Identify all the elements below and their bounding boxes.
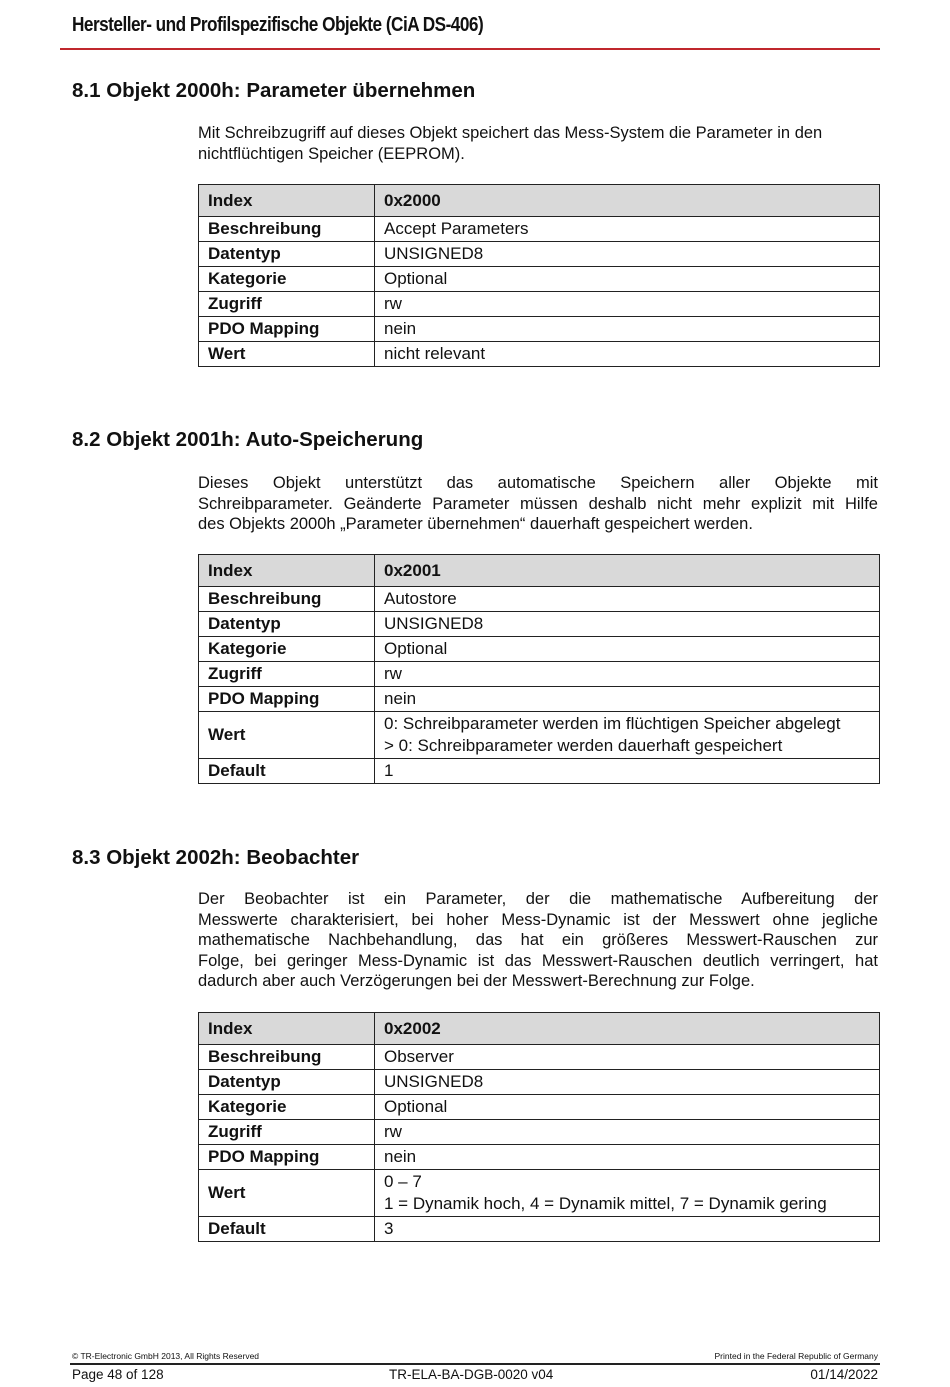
value-line: 0: Schreibparameter werden im flüchtigen Speicher abgelegt (384, 714, 841, 733)
table-row (199, 612, 880, 637)
table-row (199, 317, 880, 342)
paragraph-line: Schreibparameter. Geänderte Parameter müssen deshalb nicht mehr explizit mit Hilfe (198, 494, 878, 513)
table-cell-key: Kategorie (199, 637, 375, 662)
value-line: 1 = Dynamik hoch, 4 = Dynamik mittel, 7 = Dynamik gering (384, 1194, 827, 1213)
value-line: 0 – 7 (384, 1172, 422, 1191)
table-cell-value: Autostore (375, 587, 880, 612)
section-heading-8-1: 8.1 Objekt 2000h: Parameter übernehmen (72, 79, 476, 102)
table-cell-value (375, 712, 880, 759)
table-cell-key: Beschreibung (199, 217, 375, 242)
table-row (199, 637, 880, 662)
table-cell-value: rw (375, 662, 880, 687)
footer-date: 01/14/2022 (810, 1367, 878, 1382)
table-cell-key: PDO Mapping (199, 687, 375, 712)
table-cell-key: Zugriff (199, 1120, 375, 1145)
paragraph-line: Der Beobachter ist ein Parameter, der die mathematische Aufbereitung der (198, 890, 878, 908)
value-line: > 0: Schreibparameter werden dauerhaft gespeichert (384, 736, 783, 755)
table-cell-value: rw (375, 1120, 880, 1145)
section-heading-8-3: 8.3 Objekt 2002h: Beobachter (72, 846, 360, 869)
table-row (199, 1070, 880, 1095)
table-cell-value: 1 (375, 759, 880, 784)
table-cell-value: 0x2002 (375, 1013, 880, 1045)
table-cell-key: Default (199, 1217, 375, 1242)
table-row (199, 712, 880, 759)
table-cell-key: Index (199, 185, 375, 217)
table-cell-value: UNSIGNED8 (375, 242, 880, 267)
table-row (199, 1145, 880, 1170)
paragraph-line: Mit Schreibzugriff auf dieses Objekt speichert das Mess-System die Parameter in den (198, 124, 823, 142)
paragraph-line: Folge, bei geringer Mess-Dynamic ist das Messwert-Rauschen deutlich verringert, hat (198, 951, 878, 970)
table-header-row (199, 555, 880, 587)
table-cell-value: Optional (375, 637, 880, 662)
table-cell-key: Wert (199, 342, 375, 367)
table-row (199, 759, 880, 784)
table-row (199, 217, 880, 242)
paragraph-line: dadurch aber auch Verzögerungen bei der Messwert-Berechnung zur Folge. (198, 972, 755, 990)
table-cell-key: PDO Mapping (199, 317, 375, 342)
footer-document-id: TR-ELA-BA-DGB-0020 v04 (389, 1367, 554, 1382)
table-cell-value: Observer (375, 1045, 880, 1070)
table-row (199, 242, 880, 267)
table-cell-value: 3 (375, 1217, 880, 1242)
table-cell-key: Index (199, 555, 375, 587)
table-cell-key: Zugriff (199, 662, 375, 687)
table-cell-value (375, 1170, 880, 1217)
table-row (199, 662, 880, 687)
table-cell-value: Optional (375, 1095, 880, 1120)
table-cell-key: Datentyp (199, 242, 375, 267)
section-paragraph-8-3 (198, 889, 878, 992)
footer-divider (70, 1363, 880, 1365)
table-cell-key: Datentyp (199, 612, 375, 637)
table-cell-value: rw (375, 292, 880, 317)
table-cell-key: PDO Mapping (199, 1145, 375, 1170)
object-table-2002h (198, 1012, 880, 1242)
table-row (199, 292, 880, 317)
paragraph-line: des Objekts 2000h „Parameter übernehmen“ dauerhaft gespeichert werden. (198, 515, 753, 533)
table-cell-value: UNSIGNED8 (375, 1070, 880, 1095)
table-row (199, 267, 880, 292)
table-cell-value: UNSIGNED8 (375, 612, 880, 637)
table-cell-key: Default (199, 759, 375, 784)
table-cell-key: Kategorie (199, 267, 375, 292)
table-row (199, 1045, 880, 1070)
table-cell-key: Index (199, 1013, 375, 1045)
table-cell-key: Beschreibung (199, 587, 375, 612)
object-table-2001h (198, 554, 880, 784)
table-row (199, 1217, 880, 1242)
table-row (199, 587, 880, 612)
table-header-row (199, 1013, 880, 1045)
table-row (199, 687, 880, 712)
footer-page-number: Page 48 of 128 (72, 1367, 164, 1382)
section-paragraph-8-2 (198, 473, 878, 535)
table-cell-value: Optional (375, 267, 880, 292)
section-paragraph-8-1 (198, 123, 878, 164)
table-cell-value: nein (375, 1145, 880, 1170)
table-cell-value: nein (375, 687, 880, 712)
table-row (199, 342, 880, 367)
table-cell-key: Beschreibung (199, 1045, 375, 1070)
paragraph-line: mathematische Nachbehandlung, das hat ein größeres Messwert-Rauschen zur (198, 931, 878, 949)
table-cell-key: Wert (199, 1170, 375, 1217)
table-cell-key: Zugriff (199, 292, 375, 317)
table-cell-value: 0x2000 (375, 185, 880, 217)
paragraph-line: Messwerte charakterisiert, bei hoher Mess-Dynamic ist der Messwert ohne jegliche (198, 910, 878, 929)
table-cell-value: nicht relevant (375, 342, 880, 367)
table-row (199, 1120, 880, 1145)
table-cell-value: 0x2001 (375, 555, 880, 587)
table-row (199, 1095, 880, 1120)
table-cell-key: Datentyp (199, 1070, 375, 1095)
section-heading-8-2: 8.2 Objekt 2001h: Auto-Speicherung (72, 428, 424, 451)
footer-copyright: © TR-Electronic GmbH 2013, All Rights Reserved (72, 1351, 260, 1361)
paragraph-line: nichtflüchtigen Speicher (EEPROM). (198, 144, 465, 163)
table-cell-value: Accept Parameters (375, 217, 880, 242)
header-divider (60, 48, 880, 50)
paragraph-line: Dieses Objekt unterstützt das automatische Speichern aller Objekte mit (198, 474, 878, 492)
table-header-row (199, 185, 880, 217)
footer-printed-note: Printed in the Federal Republic of Germany (714, 1351, 878, 1361)
table-cell-key: Wert (199, 712, 375, 759)
table-row (199, 1170, 880, 1217)
object-table-2000h (198, 184, 880, 367)
table-cell-key: Kategorie (199, 1095, 375, 1120)
table-cell-value: nein (375, 317, 880, 342)
header-title: Hersteller- und Profilspezifische Objekte (CiA DS-406) (72, 14, 484, 36)
